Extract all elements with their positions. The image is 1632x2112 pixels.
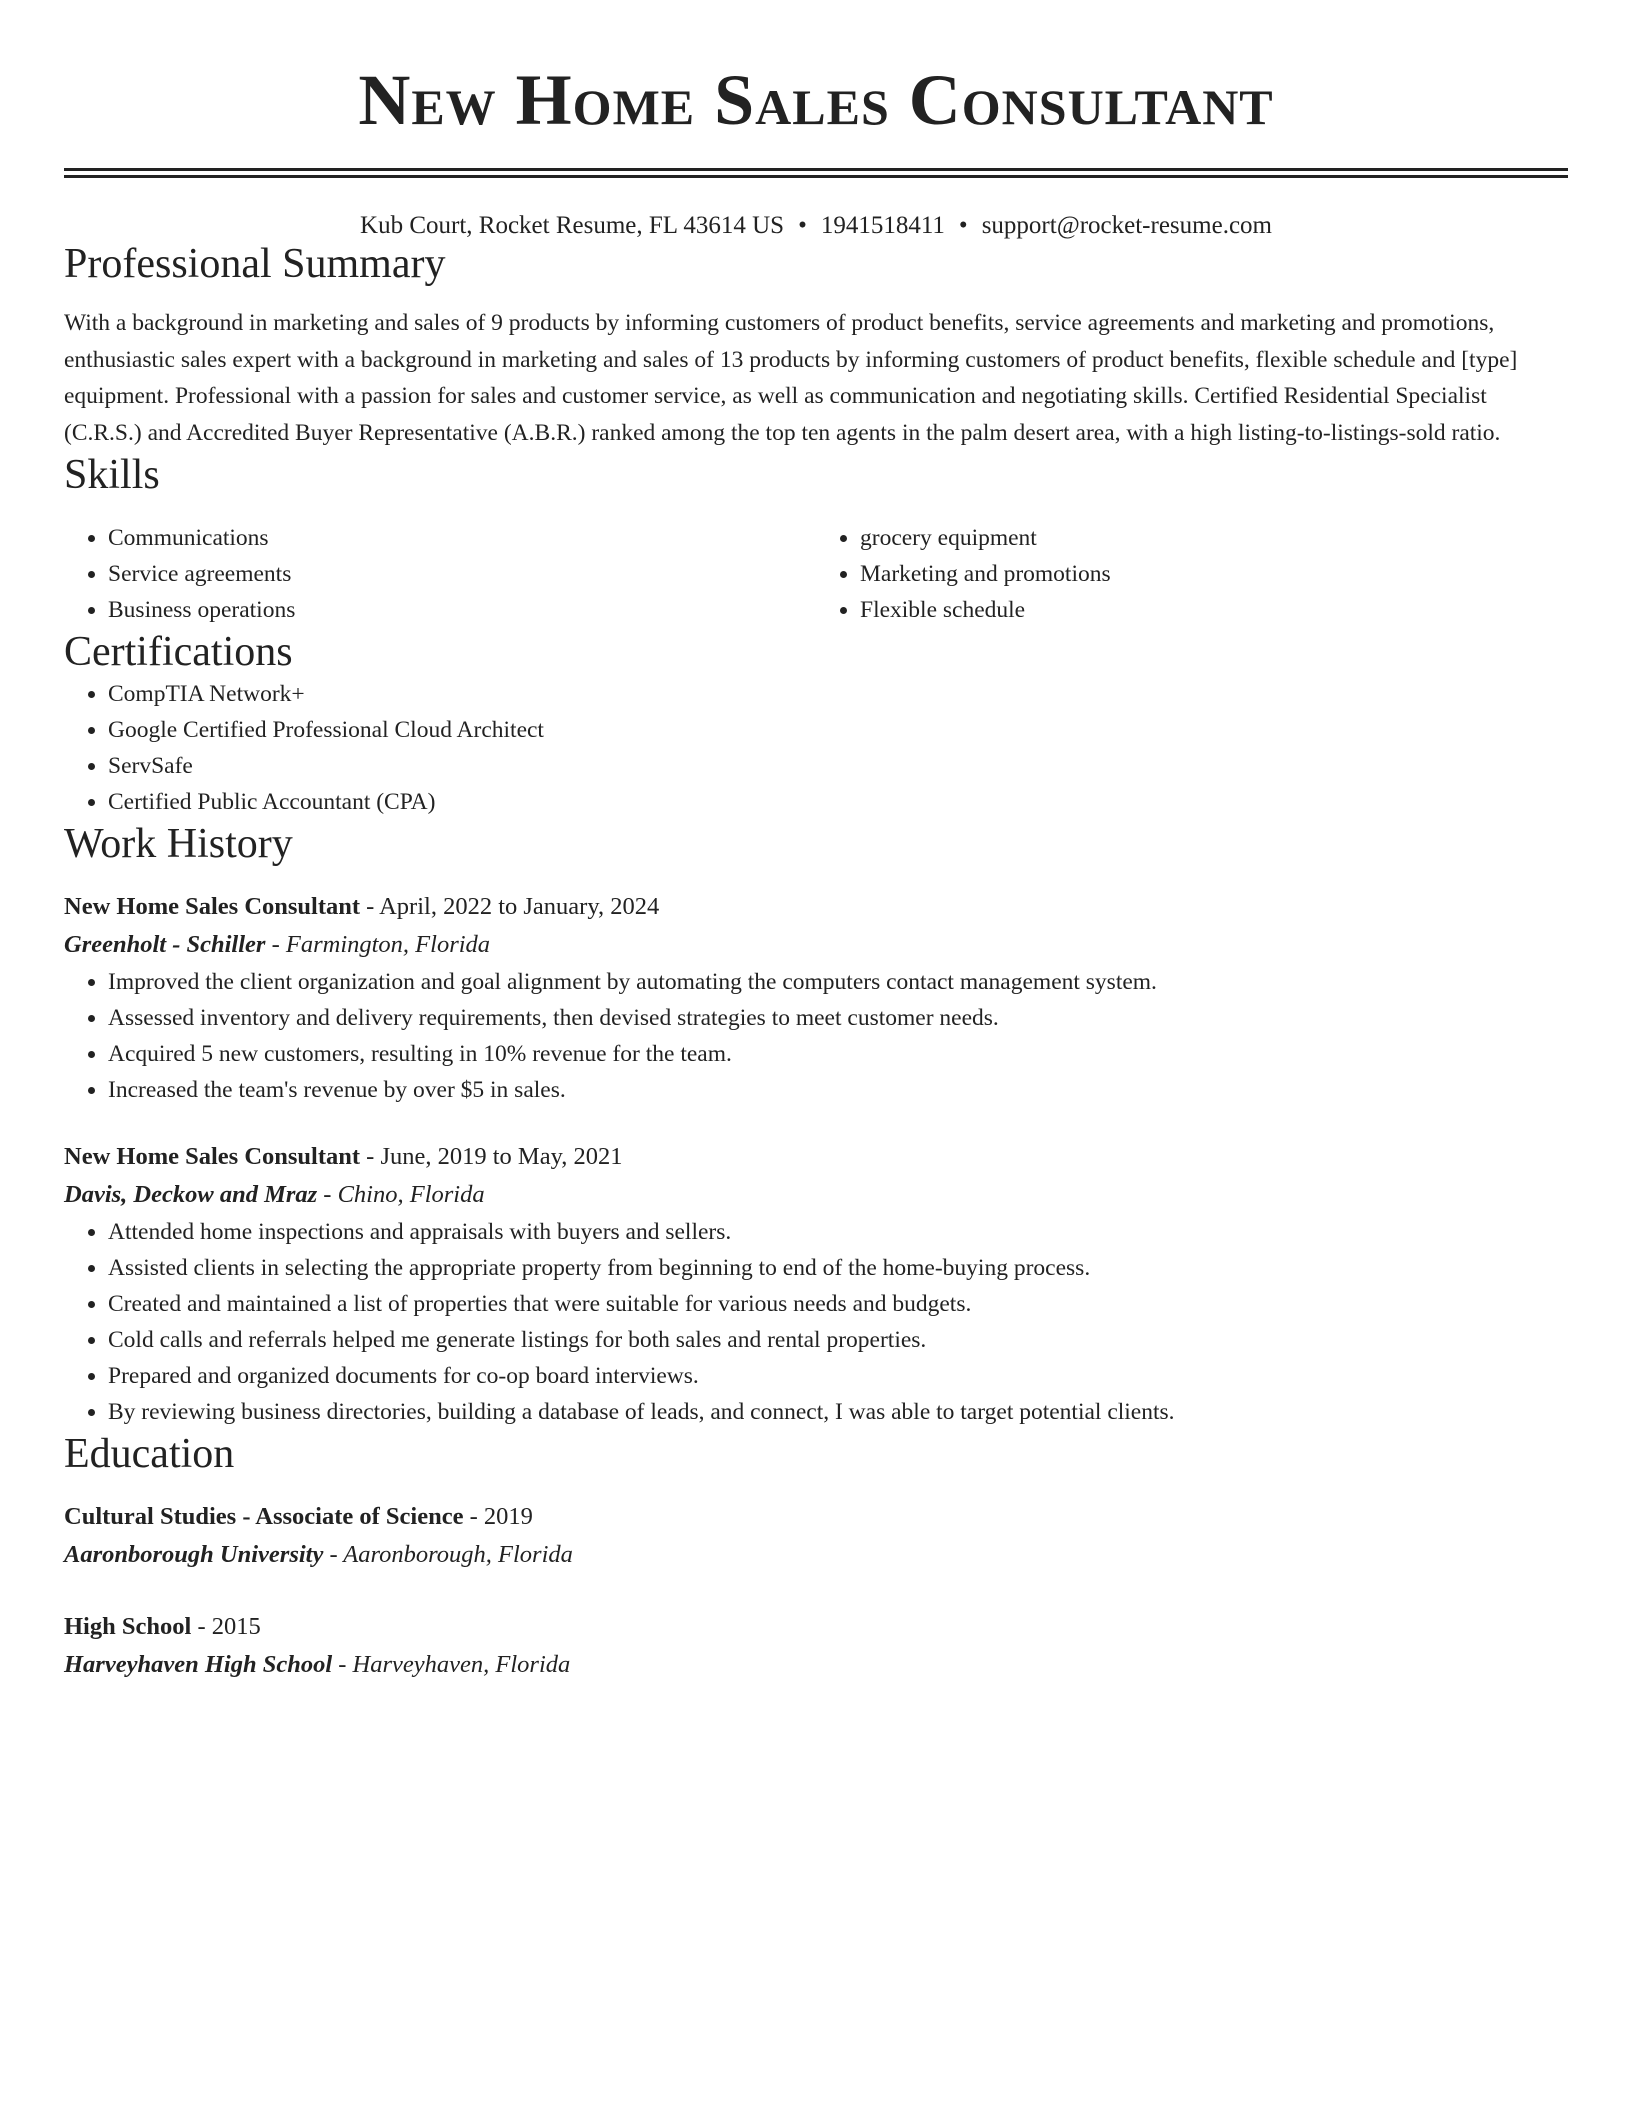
education-school-line — [64, 1646, 1568, 1684]
education-year: - 2019 — [463, 1503, 533, 1531]
contact-separator: • — [798, 212, 807, 239]
job-location: - Chino, Florida — [317, 1181, 485, 1209]
contact-separator: • — [958, 212, 968, 239]
title-divider — [64, 168, 1568, 178]
job-company: Davis, Deckow and Mraz — [64, 1181, 318, 1209]
job-organization — [64, 1176, 1568, 1214]
skills-column-right — [816, 520, 1568, 628]
job-header — [64, 1138, 1568, 1176]
certification-item: • ServSafe — [108, 748, 1568, 784]
skills-grid — [64, 520, 1568, 628]
education-header — [64, 1608, 1568, 1646]
education-location: - Harveyhaven, Florida — [332, 1651, 571, 1679]
education-header — [64, 1498, 1568, 1536]
certification-item: • Certified Public Accountant (CPA) — [108, 784, 1568, 820]
contact-email: support@rocket-resume.com — [981, 212, 1272, 239]
job-dates: - June, 2019 to May, 2021 — [360, 1143, 623, 1171]
job-company: Greenholt - Schiller — [64, 931, 266, 959]
skills-heading: Skills — [64, 452, 160, 499]
job-bullets — [64, 964, 1568, 1108]
summary-text: With a background in marketing and sales of 9 products by informing customers of product benefits, service agreements and marketing and promotions, enthusiastic sales expert with a background in marketing and sales of 13 products by informing customers of product benefits, flexible schedule and [type] equipment. Professional with a passion for sales and customer service, as well as communication and negotiating skills. Certified Residential Specialist (C.R.S.) and Accredited Buyer Representative (A.B.R.) ranked among the top ten agents in the palm desert area, with a high listing-to-listings-sold ratio. — [64, 310, 1518, 446]
contact-phone: 1941518411 — [820, 212, 945, 239]
contact-line — [64, 212, 1568, 240]
skill-item: • Marketing and promotions — [860, 556, 1568, 592]
education-location: - Aaronborough, Florida — [323, 1541, 573, 1569]
education-year: - 2015 — [191, 1613, 261, 1641]
job-organization — [64, 926, 1568, 964]
summary-heading: Professional Summary — [64, 241, 446, 287]
skill-item: • Flexible schedule — [860, 592, 1568, 628]
job-title: New Home Sales Consultant — [64, 893, 361, 921]
job-entry — [64, 1138, 1568, 1430]
education-entry — [64, 1498, 1568, 1574]
job-bullet: • Prepared and organized documents for co-op board interviews. — [108, 1358, 1568, 1394]
skill-item: • Service agreements — [108, 556, 816, 592]
job-bullet: • Cold calls and referrals helped me generate listings for both sales and rental properties. — [108, 1322, 1568, 1358]
job-dates: - April, 2022 to January, 2024 — [360, 893, 660, 921]
job-location: - Farmington, Florida — [265, 931, 491, 959]
job-entry — [64, 888, 1568, 1108]
education-entry — [64, 1608, 1568, 1684]
skills-list-left — [64, 520, 816, 628]
job-bullet: • Assessed inventory and delivery requirements, then devised strategies to meet customer needs. — [108, 1000, 1568, 1036]
job-bullet: • Attended home inspections and appraisals with buyers and sellers. — [108, 1214, 1568, 1250]
education-heading: Education — [64, 1431, 235, 1478]
job-bullet: • Acquired 5 new customers, resulting in 10% revenue for the team. — [108, 1036, 1568, 1072]
education-school: Harveyhaven High School — [64, 1651, 333, 1679]
skills-list-right — [816, 520, 1568, 628]
certifications-list — [64, 676, 1568, 820]
certifications-heading: Certifications — [64, 628, 293, 675]
education-degree: Cultural Studies - Associate of Science — [64, 1503, 464, 1531]
job-header — [64, 888, 1568, 926]
resume-title: New Home Sales Consultant — [358, 60, 1274, 140]
certification-item: • Google Certified Professional Cloud Architect — [108, 712, 1568, 748]
skills-column-left — [64, 520, 816, 628]
certification-item: • CompTIA Network+ — [108, 676, 1568, 712]
job-bullet: • Created and maintained a list of properties that were suitable for various needs and budgets. — [108, 1286, 1568, 1322]
education-school: Aaronborough University — [64, 1541, 324, 1569]
work-history-heading: Work History — [64, 820, 293, 867]
education-degree: High School — [64, 1613, 192, 1641]
skill-item: • Business operations — [108, 592, 816, 628]
job-title: New Home Sales Consultant — [64, 1143, 361, 1171]
skill-item: • grocery equipment — [860, 520, 1568, 556]
skill-item: • Communications — [108, 520, 816, 556]
job-bullet: • Assisted clients in selecting the appropriate property from beginning to end of the home-buying process. — [108, 1250, 1568, 1286]
job-bullets — [64, 1214, 1568, 1430]
job-bullet: • Increased the team's revenue by over $5 in sales. — [108, 1072, 1568, 1108]
job-bullet: • By reviewing business directories, building a database of leads, and connect, I was able to target potential clients. — [108, 1394, 1568, 1430]
contact-address: Kub Court, Rocket Resume, FL 43614 US — [360, 212, 785, 239]
education-school-line — [64, 1536, 1568, 1574]
job-bullet: • Improved the client organization and goal alignment by automating the computers contact management system. — [108, 964, 1568, 1000]
